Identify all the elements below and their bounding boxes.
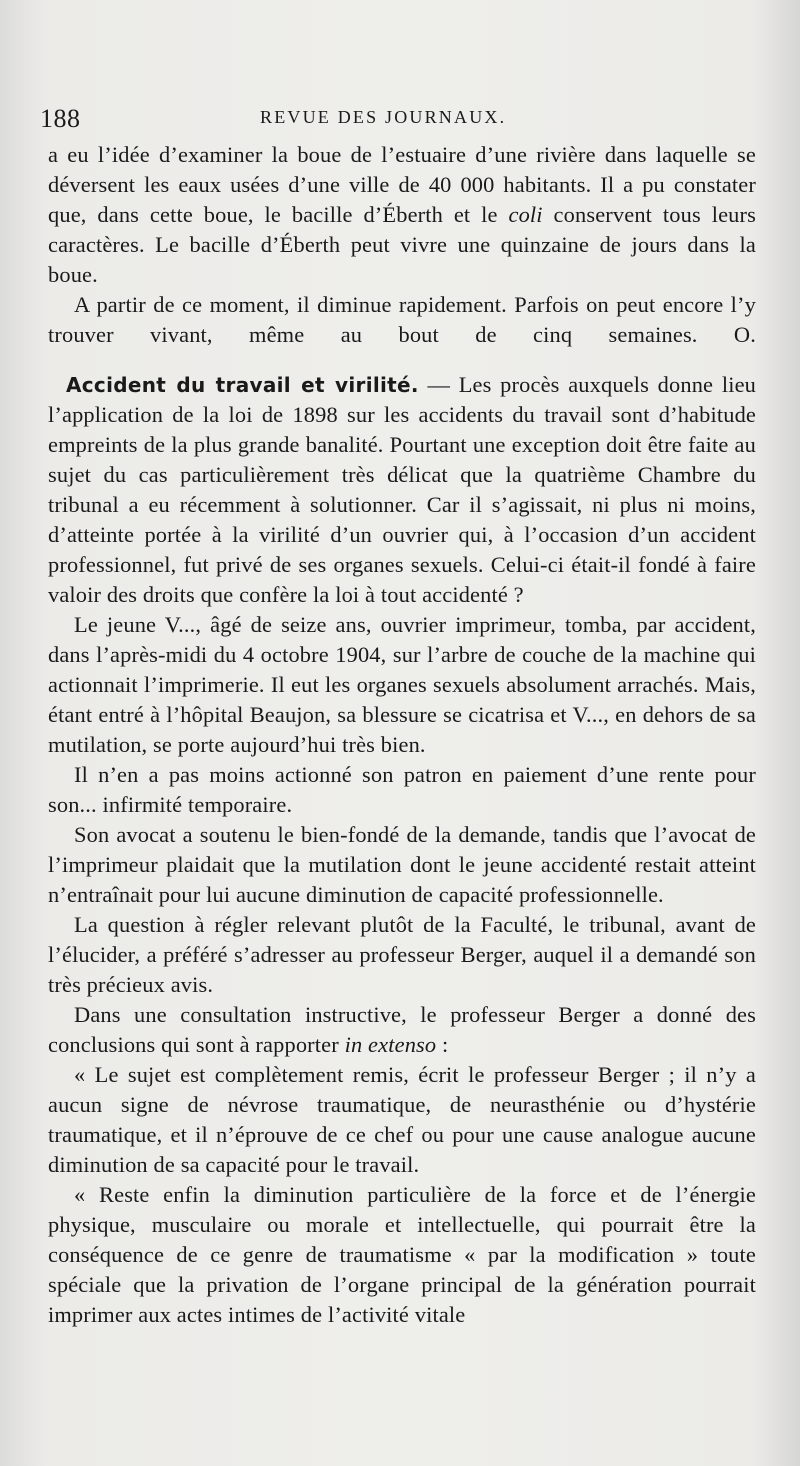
paragraph-case: Le jeune V..., âgé de seize ans, ouvrier imprimeur, tomba, par accident, dans l’après-midi du 4 octobre 1904, sur l’arbre de couche de la machine qui actionnait l’imprimerie. Il eut les organes sexuels absolument arrachés. Mais, étant entré à l’hôpital Beaujon, sa blessure se cicatrisa et V..., en dehors de sa mutilation, se porte aujourd’hui très bien. xyxy=(48,612,756,757)
italic-term: coli xyxy=(508,202,543,227)
paragraph-text: conservent tous leurs caractères. Le bacille d’Éberth peut vivre une quinzaine de jours dans la boue. xyxy=(48,202,756,287)
paragraph-conclusion xyxy=(48,290,756,350)
paragraph-tribunal: La question à régler relevant plutôt de la Faculté, le tribunal, avant de l’élucider, a préféré s’adresser au professeur Berger, auquel il a demandé son très précieux avis. xyxy=(48,912,756,997)
paragraph-quote-2: « Reste enfin la diminution particulière de la force et de l’énergie physique, musculaire ou morale et intellectuelle, qui pourrait être la conséquence de ce genre de traumatisme « par la modification » toute spéciale que la privation de l’organe principal de la génération pourrait imprimer aux actes intimes de l’activité vitale xyxy=(48,1182,756,1327)
page-header xyxy=(40,96,756,140)
paragraph-continued xyxy=(48,140,756,290)
paragraph-claim: Il n’en a pas moins actionné son patron en paiement d’une rente pour son... infirmité temporaire. xyxy=(48,762,756,817)
paragraph-lawyers: Son avocat a soutenu le bien-fondé de la demande, tandis que l’avocat de l’imprimeur plaidait que la mutilation dont le jeune accidenté restait atteint n’entraînait pour lui aucune diminution de capacité professionnelle. xyxy=(48,822,756,907)
paragraph-text: A partir de ce moment, il diminue rapidement. Parfois on peut encore l’y trouver vivant, même au bout de cinq semaines. xyxy=(48,292,756,347)
paragraph-quote-1: « Le sujet est complètement remis, écrit le professeur Berger ; il n’y a aucun signe de névrose traumatique, de neurasthénie ou d’hystérie traumatique, et il n’éprouve de ce chef ou pour une cause analogue aucune diminution de sa capacité pour le travail. xyxy=(48,1062,756,1177)
page-number: 188 xyxy=(40,104,81,133)
paragraph-text: a eu l’idée d’examiner la boue de l’estuaire d’une rivière dans laquelle se déversent les eaux usées d’une ville de 40 000 habitants. Il a pu constater que, dans cette boue, le bacille d’Éberth et le xyxy=(48,142,756,227)
paragraph-text: — Les procès auxquels donne lieu l’application de la loi de 1898 sur les accidents du travail sont d’habitude empreints de la plus grande banalité. Pourtant une exception doit être faite au sujet du cas particulièrement très délicat que la quatrième Chambre du tribunal a eu récemment à solutionner. Car il s’agissait, ni plus ni moins, d’atteinte portée à la virilité d’un ouvrier qui, à l’occasion d’un accident professionnel, fut privé de ses organes sexuels. Celui-ci était-il fondé à faire valoir des droits que confère la loi à tout accidenté ? xyxy=(48,372,756,607)
article-title: Accident du travail et virilité. xyxy=(66,373,419,397)
paragraph-consultation xyxy=(48,1000,756,1060)
author-signature: O. xyxy=(733,322,756,347)
body-text xyxy=(48,140,756,1330)
paragraph-text: Dans une consultation instructive, le professeur Berger a donné des conclusions qui sont à rapporter xyxy=(48,1002,756,1057)
running-title: REVUE DES JOURNAUX. xyxy=(260,107,507,127)
article-intro xyxy=(48,370,756,610)
paragraph-text: : xyxy=(436,1032,449,1057)
italic-term: in extenso xyxy=(344,1032,437,1057)
